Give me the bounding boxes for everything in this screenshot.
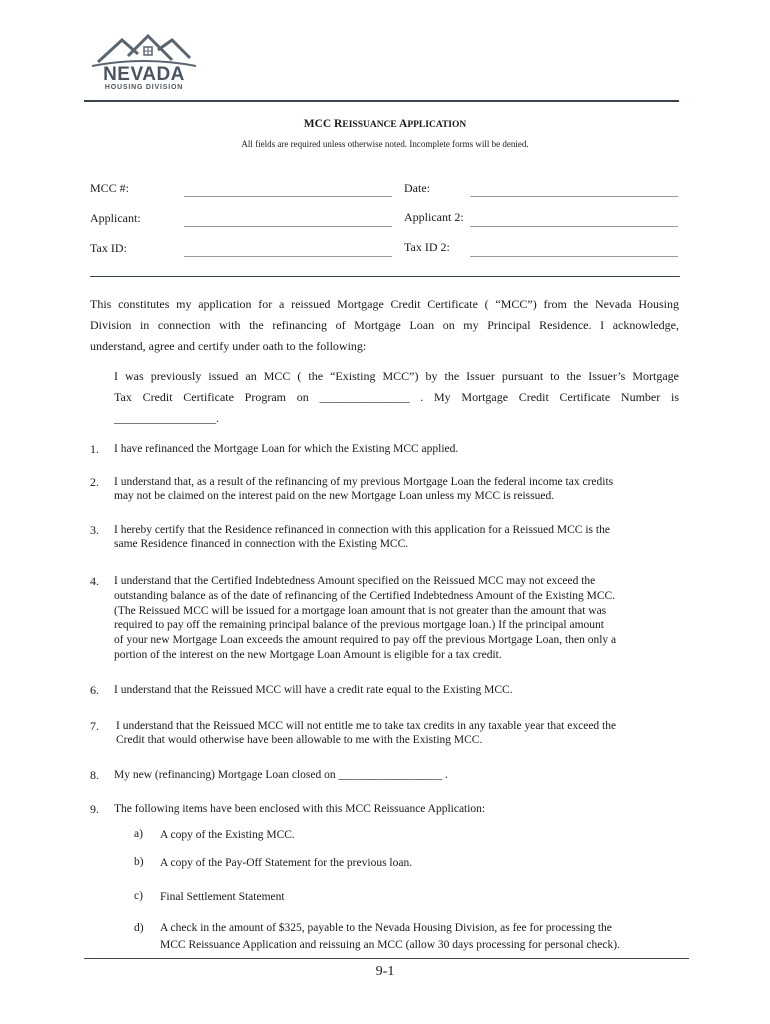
mcc-number-field[interactable] — [184, 196, 392, 197]
item-number: 9. — [90, 802, 99, 816]
item-number: 1. — [90, 442, 99, 456]
applicant2-label: Applicant 2: — [404, 210, 464, 224]
previous-mcc-line-1: I was previously issued an MCC ( the “Existing MCC”) by the Issuer pursuant to the Issuer’s Mortgage — [114, 369, 679, 383]
date-label: Date: — [404, 181, 430, 195]
item-2-text: I understand that, as a result of the refinancing of my previous Mortgage Loan the federal income tax credits may not be claimed on the interest paid on the new Mortgage Loan unless my MCC is reissued. — [114, 476, 614, 502]
enclosure-letter: a) — [134, 828, 143, 840]
item-number: 8. — [90, 768, 99, 782]
enclosure-b-text: A copy of the Pay-Off Statement for the previous loan. — [160, 857, 413, 869]
house-roofs-icon — [88, 34, 200, 68]
form-title: MCC REISSUANCE APPLICATION — [303, 118, 467, 130]
item-number: 3. — [90, 523, 99, 537]
previous-mcc-line-2: Tax Credit Certificate Program on _______________ . My Mortgage Credit Certificate Number is — [114, 390, 679, 404]
tax-id2-field[interactable] — [470, 256, 678, 257]
item-6-text: I understand that the Reissued MCC will have a credit rate equal to the Existing MCC. — [114, 684, 513, 696]
item-number: 2. — [90, 475, 99, 489]
intro-line-1: This constitutes my application for a reissued Mortgage Credit Certificate ( “MCC”) from the Nevada Housing — [90, 297, 679, 311]
item-number: 6. — [90, 683, 99, 697]
intro-line-3: understand, agree and certify under oath to the following: — [90, 339, 367, 353]
item-4-text: I understand that the Certified Indebtedness Amount specified on the Reissued MCC may not exceed the outstanding balance as of the date of refinancing of the Certified Indebtedness Amount of the Existing MCC. (The Reissued MCC will be issued for a mortgage loan amount that is not greater than the amount that was required to pay off the remaining principal balance of the previous mortgage loan.) If the principal amount of your new Mortgage Loan exceeds the amount required to pay off the previous Mortgage Loan, then only a portion of the interest on the new Mortgage Loan Amount is eligible for a tax credit. — [114, 575, 617, 661]
item-number: 7. — [90, 719, 99, 733]
nevada-housing-logo — [88, 34, 200, 96]
tax-id2-label: Tax ID 2: — [404, 240, 450, 254]
item-number: 4. — [90, 574, 99, 588]
logo-name: NEVADA — [103, 64, 185, 85]
enclosure-d-text: A check in the amount of $325, payable to the Nevada Housing Division, as fee for processing the MCC Reissuance Application and reissuing an MCC (allow 30 days processing for personal check). — [160, 922, 620, 951]
item-1-text: I have refinanced the Mortgage Loan for which the Existing MCC applied. — [114, 443, 459, 455]
previous-mcc-line-3: _________________. — [114, 411, 219, 425]
enclosure-c-text: Final Settlement Statement — [160, 891, 285, 903]
tax-id-field[interactable] — [184, 256, 392, 257]
item-9-text: The following items have been enclosed with this MCC Reissuance Application: — [114, 803, 486, 815]
page-number: 9-1 — [375, 964, 395, 979]
item-7-text: I understand that the Reissued MCC will not entitle me to take tax credits in any taxable year that exceed the Credit that would otherwise have been allowable to me with the Existing MCC. — [116, 720, 617, 746]
applicant2-field[interactable] — [470, 226, 678, 227]
applicant-field[interactable] — [184, 226, 392, 227]
form-subtitle: All fields are required unless otherwise noted. Incomplete forms will be denied. — [241, 139, 529, 149]
section-divider — [90, 276, 680, 277]
header-rule — [84, 100, 679, 102]
item-3-text: I hereby certify that the Residence refinanced in connection with this application for a Reissued MCC is the same Residence financed in connection with the Existing MCC. — [114, 524, 610, 550]
mcc-number-label: MCC #: — [90, 181, 130, 195]
date-field[interactable] — [470, 196, 678, 197]
enclosure-a-text: A copy of the Existing MCC. — [160, 829, 295, 841]
item-8-text: My new (refinancing) Mortgage Loan closed on __________________ . — [114, 769, 448, 781]
logo-subtitle: HOUSING DIVISION — [104, 84, 184, 91]
applicant-label: Applicant: — [90, 211, 141, 225]
enclosure-letter: c) — [134, 890, 143, 902]
footer-rule — [84, 958, 689, 959]
enclosure-letter: d) — [134, 922, 144, 934]
enclosure-letter: b) — [134, 856, 144, 868]
tax-id-label: Tax ID: — [90, 241, 127, 255]
intro-line-2: Division in connection with the refinancing of Mortgage Loan on my Principal Residence. I acknowledge, — [90, 318, 679, 332]
